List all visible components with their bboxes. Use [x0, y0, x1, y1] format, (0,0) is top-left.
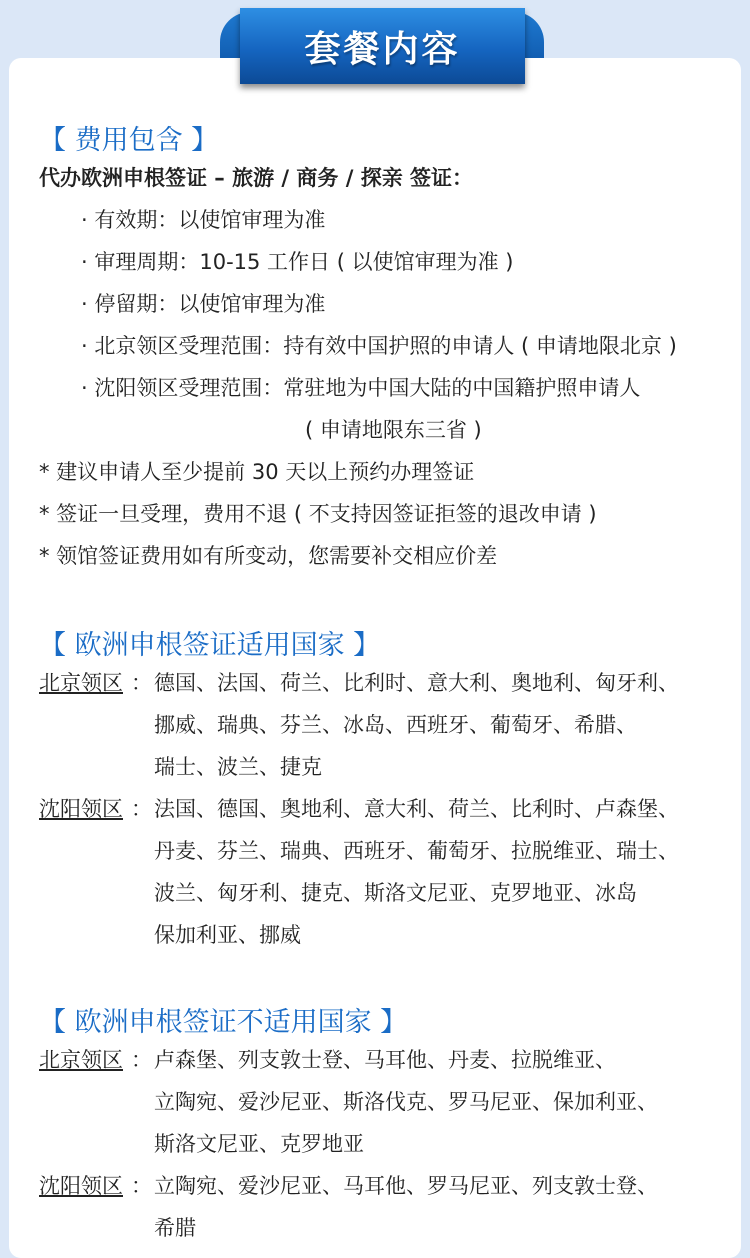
- fee-item-validity: · 有效期：以使馆审理为准: [81, 208, 326, 232]
- applicable-shenyang-countries: 保加利亚、挪威: [154, 923, 301, 947]
- fee-item-stay-period: · 停留期：以使馆审理为准: [81, 292, 326, 316]
- applicable-beijing-label: 北京领区: [39, 671, 123, 695]
- not-applicable-beijing-countries: 立陶宛、爱沙尼亚、斯洛伐克、罗马尼亚、保加利亚、: [154, 1090, 658, 1114]
- applicable-shenyang-countries: 法国、德国、奥地利、意大利、荷兰、比利时、卢森堡、: [154, 797, 679, 821]
- content-card: [9, 58, 741, 1258]
- applicable-shenyang-countries: 波兰、匈牙利、捷克、斯洛文尼亚、克罗地亚、冰岛: [154, 881, 637, 905]
- note-no-refund: * 签证一旦受理，费用不退 ( 不支持因签证拒签的退改申请 ): [39, 502, 597, 526]
- fee-item-beijing-scope: · 北京领区受理范围：持有效中国护照的申请人 ( 申请地限北京 ): [81, 334, 677, 358]
- page-title: 套餐内容: [304, 28, 461, 70]
- applicable-section-title: 【 欧洲申根签证适用国家 】: [39, 630, 381, 661]
- fee-item-shenyang-scope: · 沈阳领区受理范围：常驻地为中国大陆的中国籍护照申请人: [81, 376, 641, 400]
- not-applicable-section-title: 【 欧洲申根签证不适用国家 】: [39, 1007, 408, 1038]
- applicable-shenyang-label: 沈阳领区: [39, 797, 123, 821]
- fees-section-title: 【 费用包含 】: [39, 125, 219, 156]
- applicable-shenyang-colon: ：: [131, 797, 152, 821]
- not-applicable-beijing-label: 北京领区: [39, 1048, 123, 1072]
- not-applicable-shenyang-countries: 立陶宛、爱沙尼亚、马耳他、罗马尼亚、列支敦士登、: [154, 1174, 658, 1198]
- fee-item-processing-period: · 审理周期：10-15 工作日 ( 以使馆审理为准 ): [81, 250, 514, 274]
- applicable-beijing-colon: ：: [131, 671, 152, 695]
- note-fee-difference: * 领馆签证费用如有所变动，您需要补交相应价差: [39, 544, 498, 568]
- applicable-shenyang-countries: 丹麦、芬兰、瑞典、西班牙、葡萄牙、拉脱维亚、瑞士、: [154, 839, 679, 863]
- applicable-beijing-countries: 瑞士、波兰、捷克: [154, 755, 322, 779]
- applicable-beijing-countries: 德国、法国、荷兰、比利时、意大利、奥地利、匈牙利、: [154, 671, 679, 695]
- not-applicable-beijing-countries: 斯洛文尼亚、克罗地亚: [154, 1132, 364, 1156]
- not-applicable-shenyang-colon: ：: [131, 1174, 152, 1198]
- applicable-beijing-countries: 挪威、瑞典、芬兰、冰岛、西班牙、葡萄牙、希腊、: [154, 713, 637, 737]
- note-advance-booking: * 建议申请人至少提前 30 天以上预约办理签证: [39, 460, 475, 484]
- not-applicable-beijing-colon: ：: [131, 1048, 152, 1072]
- fees-intro: 代办欧洲申根签证 – 旅游 / 商务 / 探亲 签证：: [39, 166, 474, 190]
- not-applicable-shenyang-countries: 希腊: [154, 1216, 196, 1240]
- fee-item-shenyang-scope-continuation: ( 申请地限东三省 ): [305, 418, 482, 442]
- not-applicable-shenyang-label: 沈阳领区: [39, 1174, 123, 1198]
- not-applicable-beijing-countries: 卢森堡、列支敦士登、马耳他、丹麦、拉脱维亚、: [154, 1048, 616, 1072]
- header-banner: [240, 8, 525, 84]
